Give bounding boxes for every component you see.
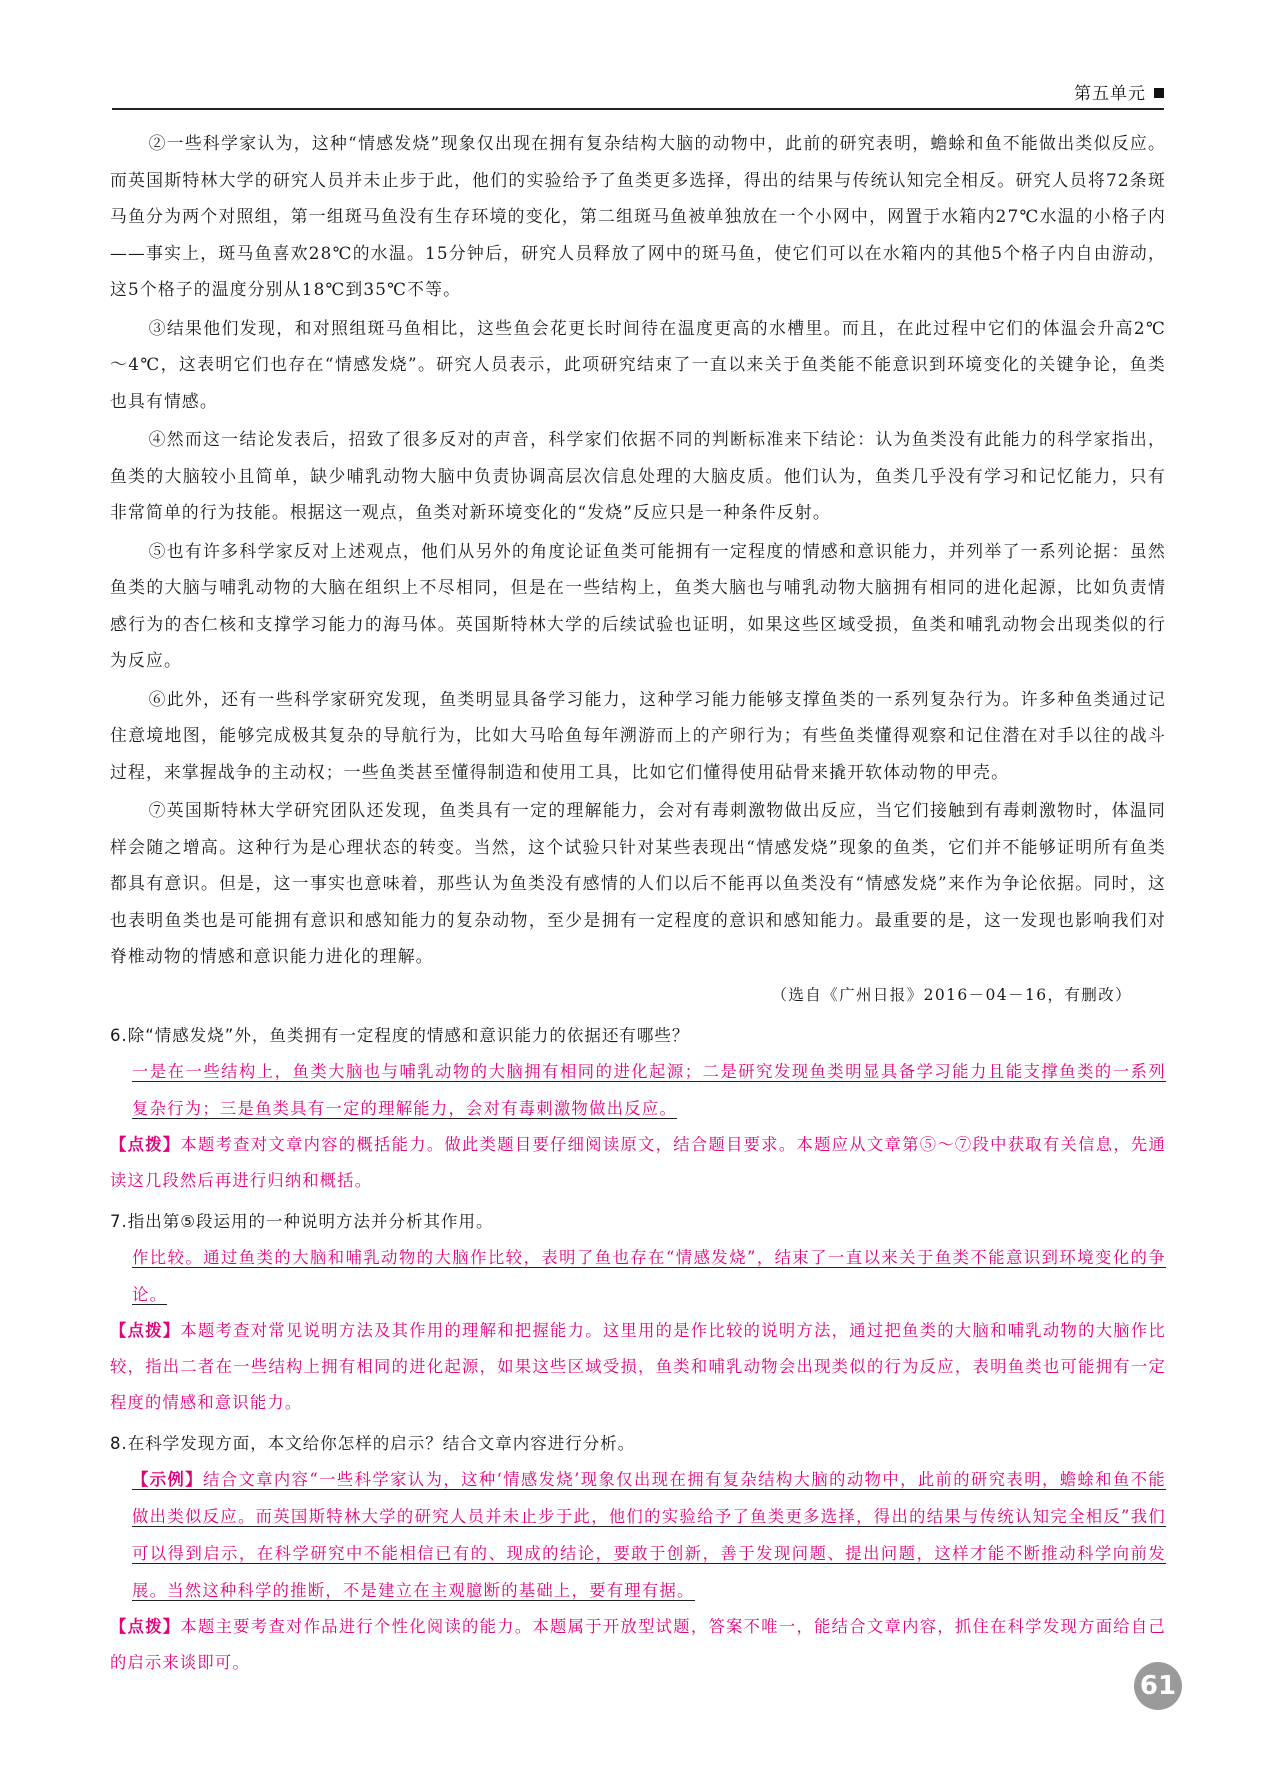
- unit-label: [1074, 79, 1164, 104]
- page-number: 61: [1134, 1662, 1182, 1710]
- unit-title: 第五单元: [1074, 84, 1146, 104]
- tip-tag: 【点拨】: [110, 1135, 181, 1154]
- question-7: 7.指出第⑤段运用的一种说明方法并分析其作用。: [110, 1212, 494, 1231]
- answer-7-text: 作比较。通过鱼类的大脑和哺乳动物的大脑作比较，表明了鱼也存在“情感发烧”，结束了一直以来关于鱼类不能意识到环境变化的争论。: [132, 1248, 1166, 1304]
- tip-7: [110, 1313, 1166, 1421]
- question-6: 6.除“情感发烧”外，鱼类拥有一定程度的情感和意识能力的依据还有哪些？: [110, 1026, 690, 1045]
- paragraph-3: ③结果他们发现，和对照组斑马鱼相比，这些鱼会花更长时间待在温度更高的水槽里。而且，在此过程中它们的体温会升高2℃～4℃，这表明它们也存在“情感发烧”。研究人员表示，此项研究结束了一直以来关于鱼类能不能意识到环境变化的关键争论，鱼类也具有情感。: [110, 317, 1166, 411]
- tip-8-text: 本题主要考查对作品进行个性化阅读的能力。本题属于开放型试题，答案不唯一，能结合文章内容，抓住在科学发现方面给自己的启示来谈即可。: [110, 1617, 1166, 1672]
- tip-6-text: 本题考查对文章内容的概括能力。做此类题目要仔细阅读原文，结合题目要求。本题应从文章第⑤～⑦段中获取有关信息，先通读这几段然后再进行归纳和概括。: [110, 1135, 1166, 1190]
- tip-tag: 【点拨】: [110, 1321, 181, 1340]
- paragraph-4: ④然而这一结论发表后，招致了很多反对的声音，科学家们依据不同的判断标准来下结论：认为鱼类没有此能力的科学家指出，鱼类的大脑较小且简单，缺少哺乳动物大脑中负责协调高层次信息处理的大脑皮质。他们认为，鱼类几乎没有学习和记忆能力，只有非常简单的行为技能。根据这一观点，鱼类对新环境变化的“发烧”反应只是一种条件反射。: [110, 429, 1166, 522]
- page-content: [110, 125, 1166, 1683]
- page-header: [112, 84, 1164, 110]
- tip-6: [110, 1127, 1166, 1199]
- source-citation: （选自《广州日报》2016－04－16，有删改）: [771, 985, 1132, 1004]
- paragraph-7: ⑦英国斯特林大学研究团队还发现，鱼类具有一定的理解能力，会对有毒刺激物做出反应，当它们接触到有毒刺激物时，体温同样会随之增高。这种行为是心理状态的转变。当然，这个试验只针对某些表现出“情感发烧”现象的鱼类，它们并不能够证明所有鱼类都具有意识。但是，这一事实也意味着，那些认为鱼类没有感情的人们以后不能再以鱼类没有“情感发烧”来作为争论依据。同时，这也表明鱼类也是可能拥有意识和感知能力的复杂动物，至少是拥有一定程度的意识和感知能力。最重要的是，这一发现也影响我们对脊椎动物的情感和意识能力进化的理解。: [110, 800, 1166, 966]
- tip-tag: 【点拨】: [110, 1617, 181, 1636]
- answer-8: [110, 1461, 1166, 1609]
- paragraph-6: ⑥此外，还有一些科学家研究发现，鱼类明显具备学习能力，这种学习能力能够支撑鱼类的一系列复杂行为。许多种鱼类通过记住意境地图，能够完成极其复杂的导航行为，比如大马哈鱼每年溯游而上的产卵行为；有些鱼类懂得观察和记住潜在对手以往的战斗过程，来掌握战争的主动权；一些鱼类甚至懂得制造和使用工具，比如它们懂得使用砧骨来撬开软体动物的甲壳。: [110, 688, 1166, 782]
- tip-8: [110, 1609, 1166, 1681]
- example-tag: 【示例】: [132, 1470, 203, 1489]
- paragraph-2: ②一些科学家认为，这种“情感发烧”现象仅出现在拥有复杂结构大脑的动物中，此前的研究表明，蟾蜍和鱼不能做出类似反应。而英国斯特林大学的研究人员并未止步于此，他们的实验给予了鱼类更多选择，得出的结果与传统认知完全相反。研究人员将72条斑马鱼分为两个对照组，第一组斑马鱼没有生存环境的变化，第二组斑马鱼被单独放在一个小网中，网置于水箱内27℃水温的小格子内——事实上，斑马鱼喜欢28℃的水温。15分钟后，研究人员释放了网中的斑马鱼，使它们可以在水箱内的其他5个格子内自由游动，这5个格子的温度分别从18℃到35℃不等。: [110, 133, 1166, 299]
- answer-6: [110, 1053, 1166, 1127]
- answer-6-text: 一是在一些结构上，鱼类大脑也与哺乳动物的大脑拥有相同的进化起源；二是研究发现鱼类明显具备学习能力且能支撑鱼类的一系列复杂行为；三是鱼类具有一定的理解能力，会对有毒刺激物做出反应。: [132, 1062, 1166, 1118]
- answer-7: [110, 1239, 1166, 1313]
- paragraph-5: ⑤也有许多科学家反对上述观点，他们从另外的角度论证鱼类可能拥有一定程度的情感和意识能力，并列举了一系列论据：虽然鱼类的大脑与哺乳动物的大脑在组织上不尽相同，但是在一些结构上，鱼类大脑也与哺乳动物大脑拥有相同的进化起源，比如负责情感行为的杏仁核和支撑学习能力的海马体。英国斯特林大学的后续试验也证明，如果这些区域受损，鱼类和哺乳动物会出现类似的行为反应。: [110, 540, 1166, 670]
- tip-7-text: 本题考查对常见说明方法及其作用的理解和把握能力。这里用的是作比较的说明方法，通过把鱼类的大脑和哺乳动物的大脑作比较，指出二者在一些结构上拥有相同的进化起源，如果这些区域受损，鱼类和哺乳动物会出现类似的行为反应，表明鱼类也可能拥有一定程度的情感和意识能力。: [110, 1321, 1166, 1412]
- answer-8-text: [132, 1470, 1166, 1601]
- answer-8-body: 结合文章内容“一些科学家认为，这种‘情感发烧’现象仅出现在拥有复杂结构大脑的动物中，此前的研究表明，蟾蜍和鱼不能做出类似反应。而英国斯特林大学的研究人员并未止步于此，他们的实验给予了鱼类更多选择，得出的结果与传统认知完全相反”我们可以得到启示，在科学研究中不能相信已有的、现成的结论，要敢于创新，善于发现问题、提出问题，这样才能不断推动科学向前发展。当然这种科学的推断，不是建立在主观臆断的基础上，要有理有据。: [132, 1470, 1167, 1600]
- square-icon: [1154, 88, 1164, 98]
- question-8: 8.在科学发现方面，本文给你怎样的启示？结合文章内容进行分析。: [110, 1434, 636, 1453]
